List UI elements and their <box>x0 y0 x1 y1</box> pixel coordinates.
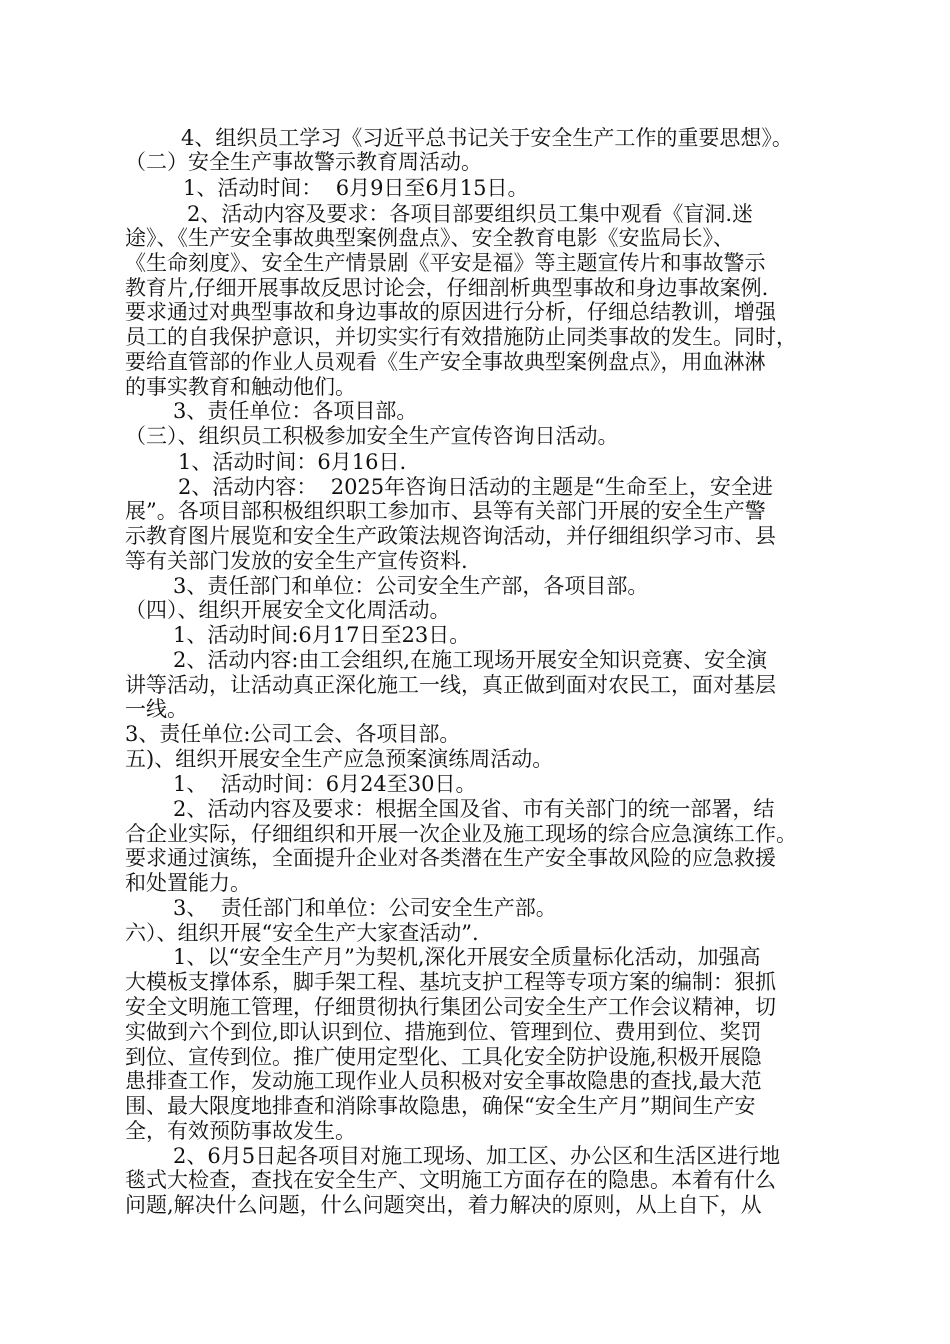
text-line: 1、 活动时间：6月24至30日。 <box>173 772 477 796</box>
text-line: 到位、宣传到位。推广使用定型化、工具化安全防护设施,积极开展隐 <box>125 1045 762 1069</box>
text-line: 展”。各项目部积极组织职工参加市、县等有关部门开展的安全生产警 <box>125 499 766 523</box>
text-line: 要求通过演练，全面提升企业对各类潜在生产安全事故风险的应急救援 <box>125 846 776 870</box>
text-line: 大模板支撑体系，脚手架工程、基坑支护工程等专项方案的编制：狠抓 <box>125 970 776 994</box>
text-line: 要给直管部的作业人员观看《生产安全事故典型案例盘点》，用血淋淋 <box>125 350 766 374</box>
text-line: 1、活动时间：6月16日. <box>178 450 407 474</box>
text-line: 全，有效预防事故发生。 <box>125 1119 356 1143</box>
text-line: 围、最大限度地排查和消除事故隐患，确保“安全生产月”期间生产安 <box>125 1094 756 1118</box>
text-line: 1、以“安全生产月”为契机,深化开展安全质量标化活动，加强高 <box>173 945 761 969</box>
text-line: 合企业实际，仔细组织和开展一次企业及施工现场的综合应急演练工作。 <box>125 822 797 846</box>
text-line: 2、活动内容及要求：根据全国及省、市有关部门的统一部署，结 <box>173 797 775 821</box>
text-line: 《生命刻度》、安全生产情景剧《平安是福》等主题宣传片和事故警示 <box>125 251 766 275</box>
text-line: 2、6月5日起各项目对施工现场、加工区、办公区和生活区进行地 <box>173 1144 781 1168</box>
text-line: 教育片,仔细开展事故反思讨论会，仔细剖析典型事故和身边事故案例. <box>125 276 769 300</box>
text-line: 途》、《生产安全事故典型案例盘点》、安全教育电影《安监局长》、 <box>125 226 734 250</box>
text-line: 2、活动内容及要求：各项目部要组织员工集中观看《盲洞.迷 <box>187 202 754 226</box>
text-line: 2、活动内容:由工会组织,在施工现场开展安全知识竞赛、安全演 <box>173 648 768 672</box>
text-line: 1、活动时间： 6月9日至6月15日。 <box>183 176 529 200</box>
text-line: 等有关部门发放的安全生产宣传资料. <box>125 549 468 573</box>
text-line: 示教育图片展览和安全生产政策法规咨询活动，并仔细组织学习市、县 <box>125 524 776 548</box>
section-heading: （四）、组织开展安全文化周活动。 <box>125 598 451 622</box>
section-heading: （三）、组织员工积极参加安全生产宣传咨询日活动。 <box>125 424 619 448</box>
section-heading: （二）安全生产事故警示教育周活动。 <box>125 150 482 174</box>
text-line: 安全文明施工管理，仔细贯彻执行集团公司安全生产工作会议精神，切 <box>125 995 776 1019</box>
text-line: 员工的自我保护意识，并切实实行有效措施防止同类事故的发生。同时， <box>125 325 797 349</box>
text-line: 实做到六个到位,即认识到位、措施到位、管理到位、费用到位、奖罚 <box>125 1020 762 1044</box>
text-line: 毯式大检查，查找在安全生产、文明施工方面存在的隐患。本着有什么 <box>125 1168 776 1192</box>
text-line: 一线。 <box>125 697 188 721</box>
section-heading: 五)、组织开展安全生产应急预案演练周活动。 <box>125 747 554 771</box>
text-line: 2、活动内容： 2025年咨询日活动的主题是“生命至上，安全进 <box>178 475 773 499</box>
text-line: 和处置能力。 <box>125 871 251 895</box>
text-line: 3、责任单位:公司工会、各项目部。 <box>125 722 461 746</box>
section-heading: 六）、组织开展“安全生产大家查活动”. <box>125 921 479 945</box>
text-line: 问题,解决什么问题，什么问题突出，着力解决的原则，从上自下，从 <box>125 1193 762 1217</box>
text-line: 1、活动时间:6月17日至23日。 <box>173 623 471 647</box>
text-line: 要求通过对典型事故和身边事故的原因进行分析，仔细总结教训，增强 <box>125 300 776 324</box>
text-line: 4、组织员工学习《习近平总书记关于安全生产工作的重要思想》。 <box>181 126 793 150</box>
text-line: 讲等活动，让活动真正深化施工一线，真正做到面对农民工，面对基层 <box>125 673 776 697</box>
text-line: 患排查工作，发动施工现作业人员积极对安全事故隐患的查找,最大范 <box>125 1069 762 1093</box>
text-line: 3、 责任部门和单位：公司安全生产部。 <box>173 896 557 920</box>
text-line: 的事实教育和触动他们。 <box>125 375 356 399</box>
text-line: 3、责任单位：各项目部。 <box>173 399 418 423</box>
text-line: 3、责任部门和单位：公司安全生产部，各项目部。 <box>173 574 649 598</box>
